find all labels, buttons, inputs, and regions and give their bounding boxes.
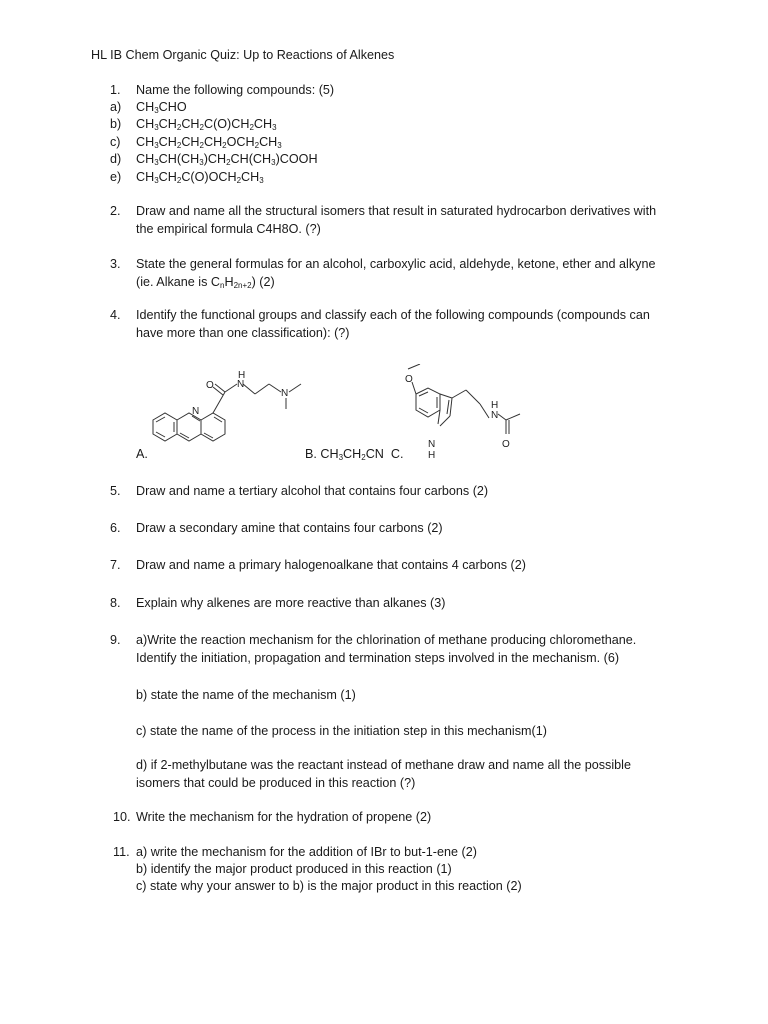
question-text: Write the mechanism for the hydration of propene (2) bbox=[136, 810, 432, 824]
question-text: Explain why alkenes are more reactive than alkanes (3) bbox=[136, 596, 446, 610]
compound-item-label: a) bbox=[110, 100, 122, 114]
question-number: 6. bbox=[110, 521, 121, 535]
oxygen-atom-label: O bbox=[502, 439, 510, 450]
nitrogen-atom-label: N bbox=[491, 410, 499, 421]
oxygen-atom-label: O bbox=[405, 374, 413, 385]
question-9b: b) state the name of the mechanism (1) bbox=[136, 688, 356, 702]
question-number: 9. bbox=[110, 633, 121, 647]
question-number: 7. bbox=[110, 558, 121, 572]
question-11a: a) write the mechanism for the addition of IBr to but-1-ene (2) bbox=[136, 845, 477, 859]
question-number: 2. bbox=[110, 204, 121, 218]
question-text: Name the following compounds: (5) bbox=[136, 83, 335, 97]
question-number: 8. bbox=[110, 596, 121, 610]
question-text-line-1: State the general formulas for an alcohol, carboxylic acid, aldehyde, ketone, ether and alkyne bbox=[136, 257, 656, 271]
molecule-c-structure bbox=[396, 364, 531, 462]
question-9a-line-2: Identify the initiation, propagation and termination steps involved in the mechanism. (6) bbox=[136, 651, 620, 665]
compound-formula: $CH_3CH(CH_3)CH_2CH(CH_3)COOH$ bbox=[136, 152, 318, 167]
question-9c: c) state the name of the process in the initiation step in this mechanism(1) bbox=[136, 724, 547, 738]
compound-formula: $CH_3CH_2C(O)OCH_2CH_3$ bbox=[136, 170, 264, 185]
question-text: Draw and name a tertiary alcohol that contains four carbons (2) bbox=[136, 484, 489, 498]
nitrogen-atom-label: N bbox=[237, 379, 245, 390]
compound-formula: $CH_3CH_2CH_2CH_2OCH_2CH_3$ bbox=[136, 135, 282, 150]
hydrogen-atom-label: H bbox=[238, 370, 246, 381]
hydrogen-atom-label: H bbox=[428, 450, 436, 461]
compound-a-label: A. bbox=[136, 447, 148, 461]
compound-b-label: B. $CH_3CH_2CN$ C. bbox=[305, 447, 404, 462]
question-number: 10. bbox=[113, 810, 131, 824]
question-number: 4. bbox=[110, 308, 121, 322]
compound-item-label: c) bbox=[110, 135, 121, 149]
compound-formula: $CH_3CH_2CH_2C(O)CH_2CH_3$ bbox=[136, 117, 277, 132]
question-number: 1. bbox=[110, 83, 121, 97]
oxygen-atom-label: O bbox=[206, 380, 214, 391]
question-text-line-1: Draw and name all the structural isomers that result in saturated hydrocarbon derivatives with bbox=[136, 204, 657, 218]
nitrogen-atom-label: N bbox=[281, 388, 289, 399]
compound-formula: $CH_3CHO$ bbox=[136, 100, 187, 115]
compound-item-label: d) bbox=[110, 152, 122, 166]
molecule-a-structure bbox=[145, 362, 310, 454]
question-number: 5. bbox=[110, 484, 121, 498]
hydrogen-atom-label: H bbox=[491, 400, 499, 411]
question-11b: b) identify the major product produced in this reaction (1) bbox=[136, 862, 452, 876]
question-text: Draw and name a primary halogenoalkane that contains 4 carbons (2) bbox=[136, 558, 526, 572]
question-text-line-1: Identify the functional groups and classify each of the following compounds (compounds can bbox=[136, 308, 650, 322]
question-9d-line-2: isomers that could be produced in this reaction (?) bbox=[136, 776, 416, 790]
page-title: HL IB Chem Organic Quiz: Up to Reactions of Alkenes bbox=[91, 48, 395, 62]
question-11c: c) state why your answer to b) is the major product in this reaction (2) bbox=[136, 879, 522, 893]
question-number: 11. bbox=[113, 845, 130, 859]
question-text-line-2: have more than one classification): (?) bbox=[136, 326, 350, 340]
question-text-line-2: (ie. Alkane is $C_nH_{2n+2}$) (2) bbox=[136, 275, 275, 290]
nitrogen-atom-label: N bbox=[428, 439, 436, 450]
question-9a-line-1: a)Write the reaction mechanism for the chlorination of methane producing chloromethane. bbox=[136, 633, 637, 647]
compound-c-label: C. bbox=[390, 447, 404, 461]
compound-item-label: b) bbox=[110, 117, 122, 131]
nitrogen-atom-label: N bbox=[192, 406, 200, 417]
question-text-line-2: the empirical formula C4H8O. (?) bbox=[136, 222, 321, 236]
compound-item-label: e) bbox=[110, 170, 122, 184]
question-number: 3. bbox=[110, 257, 121, 271]
question-text: Draw a secondary amine that contains four carbons (2) bbox=[136, 521, 443, 535]
question-9d-line-1: d) if 2-methylbutane was the reactant instead of methane draw and name all the possible bbox=[136, 758, 631, 772]
